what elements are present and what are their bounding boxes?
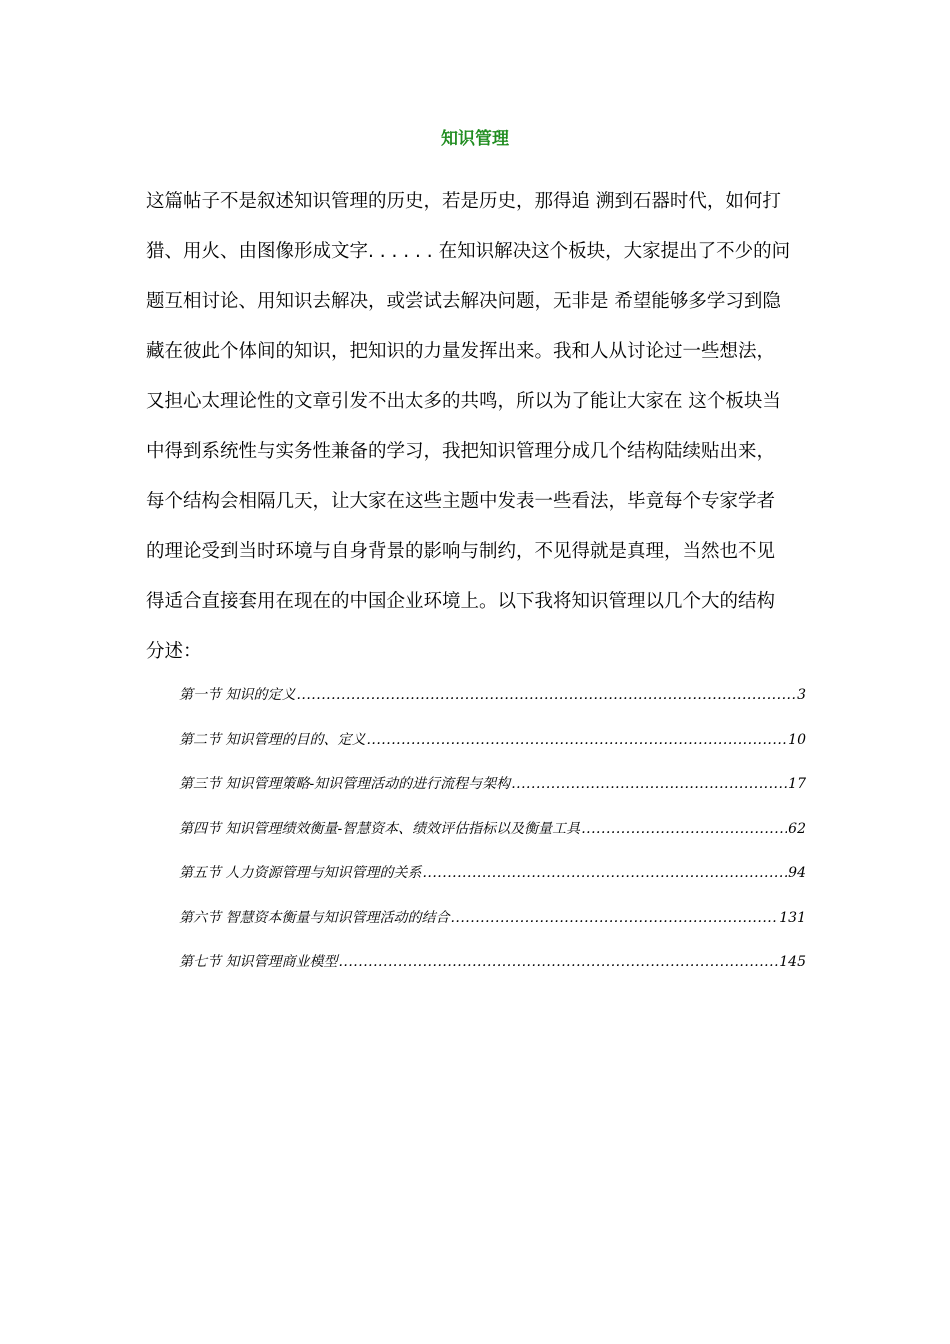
intro-line: 藏在彼此个体间的知识，把知识的力量发挥出来。我和人从讨论过一些想法， — [146, 341, 776, 362]
toc-entry-4[interactable] — [179, 818, 806, 863]
document-title: 知识管理 — [441, 129, 509, 149]
toc-entry-1[interactable] — [179, 684, 806, 729]
toc-entry-label: 第四节 知识管理绩效衡量-智慧资本、绩效评估指标以及衡量工具 — [179, 820, 581, 837]
toc-entry-2[interactable] — [179, 729, 806, 774]
toc-leader-dots — [422, 862, 787, 884]
toc-entry-7[interactable] — [179, 951, 806, 996]
toc-leader-dots — [450, 907, 778, 929]
toc-entry-6[interactable] — [179, 907, 806, 952]
toc-page-number: 131 — [779, 909, 806, 926]
toc-page-number: 145 — [779, 954, 806, 970]
intro-line: 每个结构会相隔几天，让大家在这些主题中发表一些看法，毕竟每个专家学者 — [146, 491, 776, 512]
intro-line: 又担心太理论性的文章引发不出太多的共鸣，所以为了能让大家在 这个板块当 — [146, 391, 781, 412]
toc-leader-dots — [296, 684, 796, 706]
toc-entry-label: 第一节 知识的定义 — [179, 687, 296, 703]
intro-line: 猎、用火、由图像形成文字. . . . . . 在知识解决这个板块，大家提出了不少的问 — [146, 241, 791, 262]
toc-page-number: 94 — [788, 865, 806, 881]
toc-leader-dots — [581, 818, 787, 840]
toc-entry-3[interactable] — [179, 773, 806, 818]
toc-page-number: 62 — [788, 820, 806, 837]
toc-entry-5[interactable] — [179, 862, 806, 907]
toc-entry-label: 第五节 人力资源管理与知识管理的关系 — [179, 865, 422, 881]
toc-entry-label: 第三节 知识管理策略-知识管理活动的进行流程与架构 — [179, 776, 511, 792]
intro-line: 得适合直接套用在现在的中国企业环境上。以下我将知识管理以几个大的结构 — [146, 591, 776, 612]
intro-line: 中得到系统性与实务性兼备的学习，我把知识管理分成几个结构陆续贴出来， — [146, 441, 776, 462]
toc-leader-dots — [511, 773, 787, 795]
intro-line: 题互相讨论、用知识去解决，或尝试去解决问题，无非是 希望能够多学习到隐 — [146, 291, 781, 312]
toc-leader-dots — [366, 729, 787, 751]
toc-page-number: 17 — [788, 776, 806, 792]
intro-line: 分述： — [146, 641, 202, 662]
toc-entry-label: 第七节 知识管理商业模型 — [179, 954, 338, 970]
toc-page-number: 3 — [797, 687, 806, 703]
intro-paragraph — [146, 177, 806, 677]
toc-page-number: 10 — [788, 731, 806, 748]
toc-entry-label: 第六节 智慧资本衡量与知识管理活动的结合 — [179, 909, 450, 926]
toc-leader-dots — [338, 951, 778, 973]
intro-line: 的理论受到当时环境与自身背景的影响与制约，不见得就是真理，当然也不见 — [146, 541, 776, 562]
intro-line: 这篇帖子不是叙述知识管理的历史，若是历史，那得追 溯到石器时代，如何打 — [146, 191, 781, 212]
toc-entry-label: 第二节 知识管理的目的、定义 — [179, 731, 366, 748]
table-of-contents — [179, 684, 806, 996]
